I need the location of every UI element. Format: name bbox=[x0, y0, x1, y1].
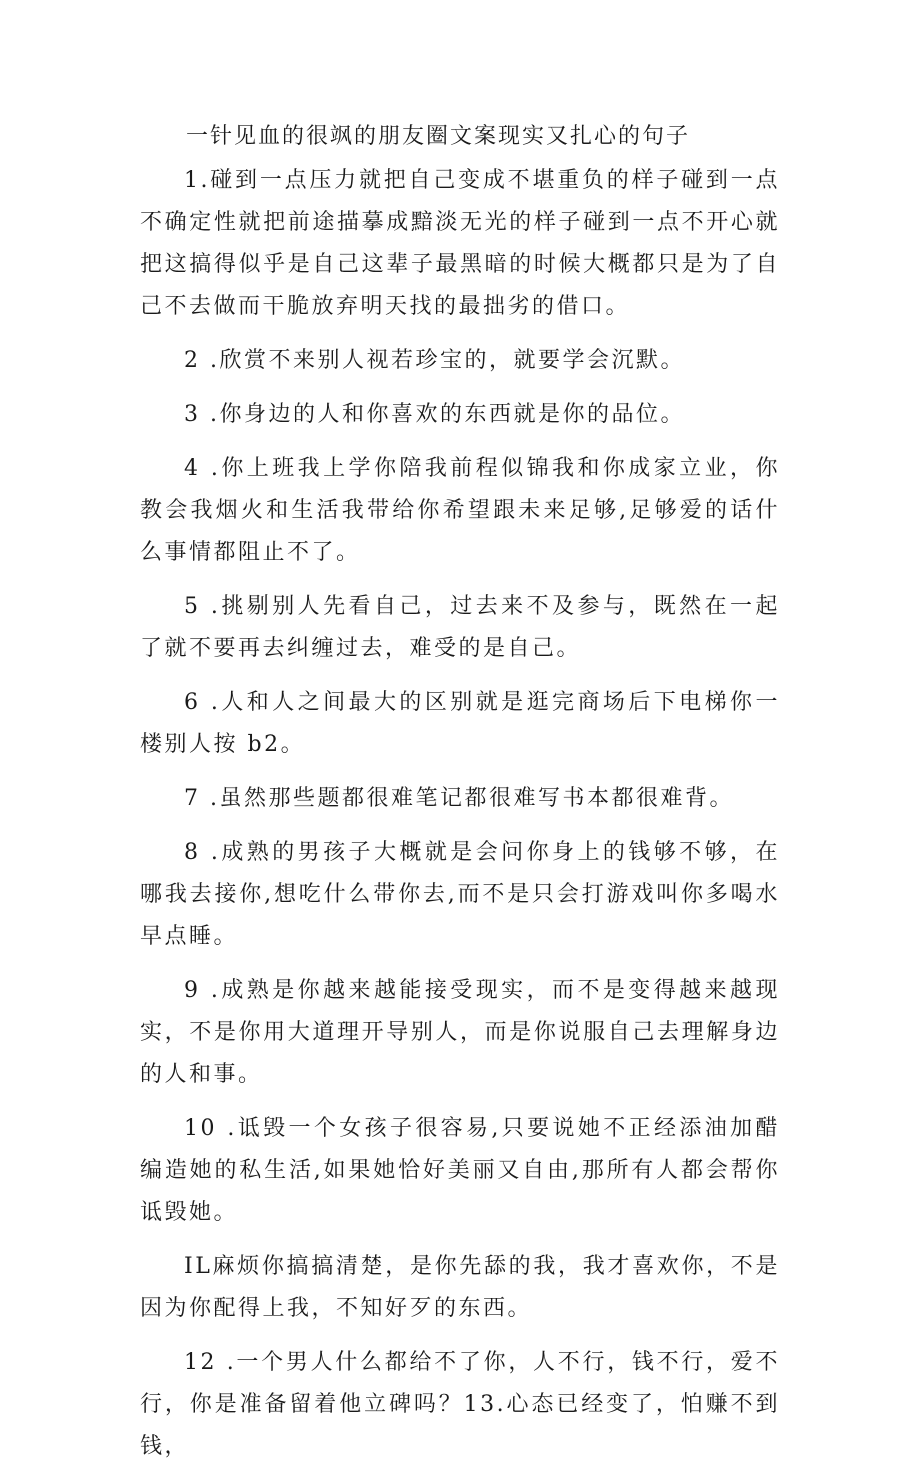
paragraph-1: 1.碰到一点压力就把自己变成不堪重负的样子碰到一点不确定性就把前途描摹成黯淡无光的样子碰到一点不开心就把这搞得似乎是自己这辈子最黑暗的时候大概都只是为了自己不去做而干脆放弃明天找的最拙劣的借口。 bbox=[140, 168, 780, 319]
paragraph-11: IL麻烦你搞搞清楚，是你先舔的我，我才喜欢你，不是因为你配得上我，不知好歹的东西。 bbox=[140, 1254, 780, 1321]
paragraph-5: 5 .挑剔别人先看自己，过去来不及参与，既然在一起了就不要再去纠缠过去，难受的是自己。 bbox=[140, 594, 780, 661]
paragraph-12: 12 .一个男人什么都给不了你，人不行，钱不行，爱不行，你是准备留着他立碑吗？13.心态已经变了，怕赚不到钱， bbox=[140, 1350, 780, 1459]
paragraph-3: 3 .你身边的人和你喜欢的东西就是你的品位。 bbox=[184, 402, 685, 427]
paragraph-7: 7 .虽然那些题都很难笔记都很难写书本都很难背。 bbox=[184, 786, 734, 811]
paragraph-9: 9 .成熟是你越来越能接受现实，而不是变得越来越现实，不是你用大道理开导别人，而是你说服自己去理解身边的人和事。 bbox=[140, 978, 780, 1087]
paragraph-6: 6 .人和人之间最大的区别就是逛完商场后下电梯你一楼别人按 b2。 bbox=[140, 690, 780, 757]
document-title: 一针见血的很飒的朋友圈文案现实又扎心的句子 bbox=[186, 124, 691, 149]
paragraph-8: 8 .成熟的男孩子大概就是会问你身上的钱够不够，在哪我去接你,想吃什么带你去,而不是只会打游戏叫你多喝水早点睡。 bbox=[140, 840, 780, 949]
paragraph-10: 10 .诋毁一个女孩子很容易,只要说她不正经添油加醋编造她的私生活,如果她恰好美丽又自由,那所有人都会帮你诋毁她。 bbox=[140, 1116, 780, 1225]
paragraph-2: 2 .欣赏不来别人视若珍宝的，就要学会沉默。 bbox=[184, 348, 685, 373]
document-body bbox=[140, 160, 780, 1468]
paragraph-4: 4 .你上班我上学你陪我前程似锦我和你成家立业，你教会我烟火和生活我带给你希望跟未来足够,足够爱的话什么事情都阻止不了。 bbox=[140, 456, 780, 565]
